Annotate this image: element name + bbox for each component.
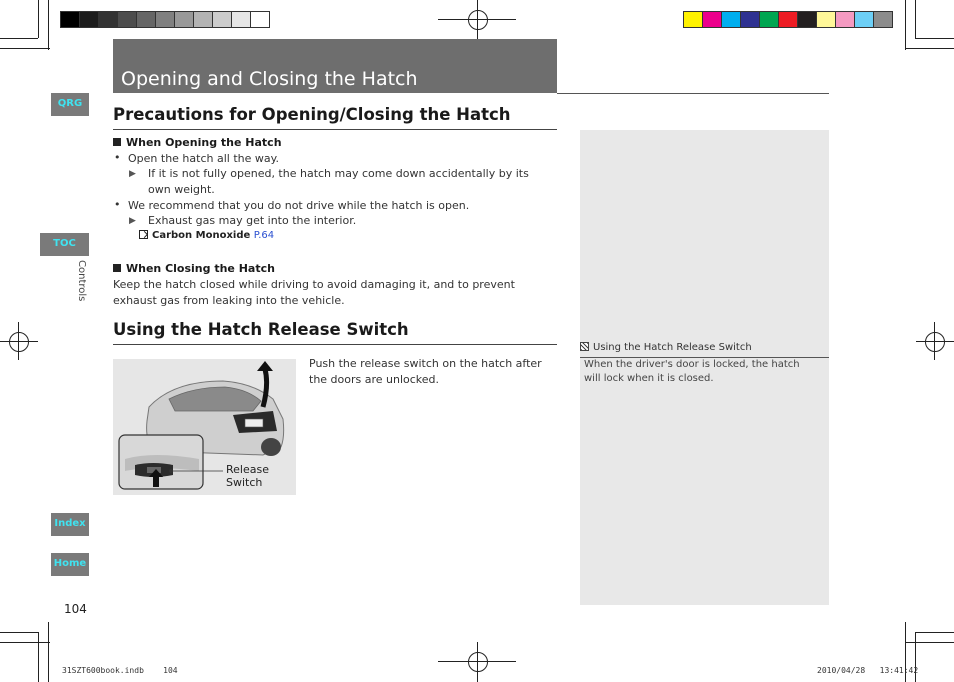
- home-tab[interactable]: Home: [51, 553, 89, 576]
- closing-subheading: When Closing the Hatch: [113, 262, 275, 275]
- color-swatch: [231, 11, 251, 28]
- opening-bullet-2: We recommend that you do not drive while the hatch is open.: [128, 199, 470, 212]
- cross-reference-icon: [139, 230, 148, 239]
- color-swatch: [740, 11, 760, 28]
- opening-subheading: When Opening the Hatch: [113, 136, 282, 149]
- color-swatch: [79, 11, 99, 28]
- color-swatch: [193, 11, 213, 28]
- color-swatch: [683, 11, 703, 28]
- qrg-tab[interactable]: QRG: [51, 93, 89, 116]
- arrow-right-icon: ▶: [129, 216, 136, 226]
- color-swatch: [702, 11, 722, 28]
- color-swatch: [873, 11, 893, 28]
- index-tab[interactable]: Index: [51, 513, 89, 536]
- color-swatch: [136, 11, 156, 28]
- note-text: When the driver's door is locked, the hatch will lock when it is closed.: [584, 359, 800, 384]
- color-swatch: [155, 11, 175, 28]
- color-swatch: [721, 11, 741, 28]
- color-swatch: [778, 11, 798, 28]
- color-swatch: [117, 11, 137, 28]
- release-rule: [113, 344, 557, 345]
- color-swatch: [250, 11, 270, 28]
- opening-bullet-2-note: Exhaust gas may get into the interior.: [148, 214, 357, 227]
- section-label: Controls: [76, 260, 87, 302]
- carbon-monoxide-reference[interactable]: Carbon Monoxide P.64: [139, 230, 274, 241]
- color-swatch: [835, 11, 855, 28]
- release-heading: Using the Hatch Release Switch: [113, 320, 409, 339]
- square-bullet-icon: [113, 264, 121, 272]
- release-text: Push the release switch on the hatch after the doors are unlocked.: [309, 357, 542, 386]
- precautions-rule: [113, 129, 557, 130]
- color-swatch: [816, 11, 836, 28]
- note-title: Using the Hatch Release Switch: [580, 342, 752, 353]
- footer-timestamp: 2010/04/28 13:41:42: [817, 666, 919, 675]
- bullet-icon: •: [114, 198, 121, 211]
- bullet-icon: •: [114, 151, 121, 164]
- toc-tab[interactable]: TOC: [40, 233, 89, 256]
- header-rule: [557, 93, 829, 94]
- color-swatch: [98, 11, 118, 28]
- arrow-right-icon: ▶: [129, 169, 136, 179]
- opening-bullet-1-note: If it is not fully opened, the hatch may come down accidentally by its own weight.: [148, 167, 529, 196]
- color-swatch: [60, 11, 80, 28]
- page-number: 104: [64, 602, 87, 616]
- opening-bullet-1: Open the hatch all the way.: [128, 152, 280, 165]
- note-icon: [580, 342, 589, 351]
- footer-file: 31SZT600book.indb 104: [62, 666, 178, 675]
- page-link[interactable]: P.64: [253, 230, 275, 241]
- closing-text: Keep the hatch closed while driving to avoid damaging it, and to prevent exhaust gas from leaking into the vehicle.: [113, 278, 515, 307]
- color-swatch: [174, 11, 194, 28]
- color-swatch: [212, 11, 232, 28]
- precautions-heading: Precautions for Opening/Closing the Hatch: [113, 105, 511, 124]
- square-bullet-icon: [113, 138, 121, 146]
- page-title: Opening and Closing the Hatch: [121, 68, 418, 90]
- color-swatch: [854, 11, 874, 28]
- color-swatch: [759, 11, 779, 28]
- release-switch-label: Release Switch: [226, 463, 269, 489]
- color-swatch: [797, 11, 817, 28]
- hatch-release-figure: [113, 359, 296, 495]
